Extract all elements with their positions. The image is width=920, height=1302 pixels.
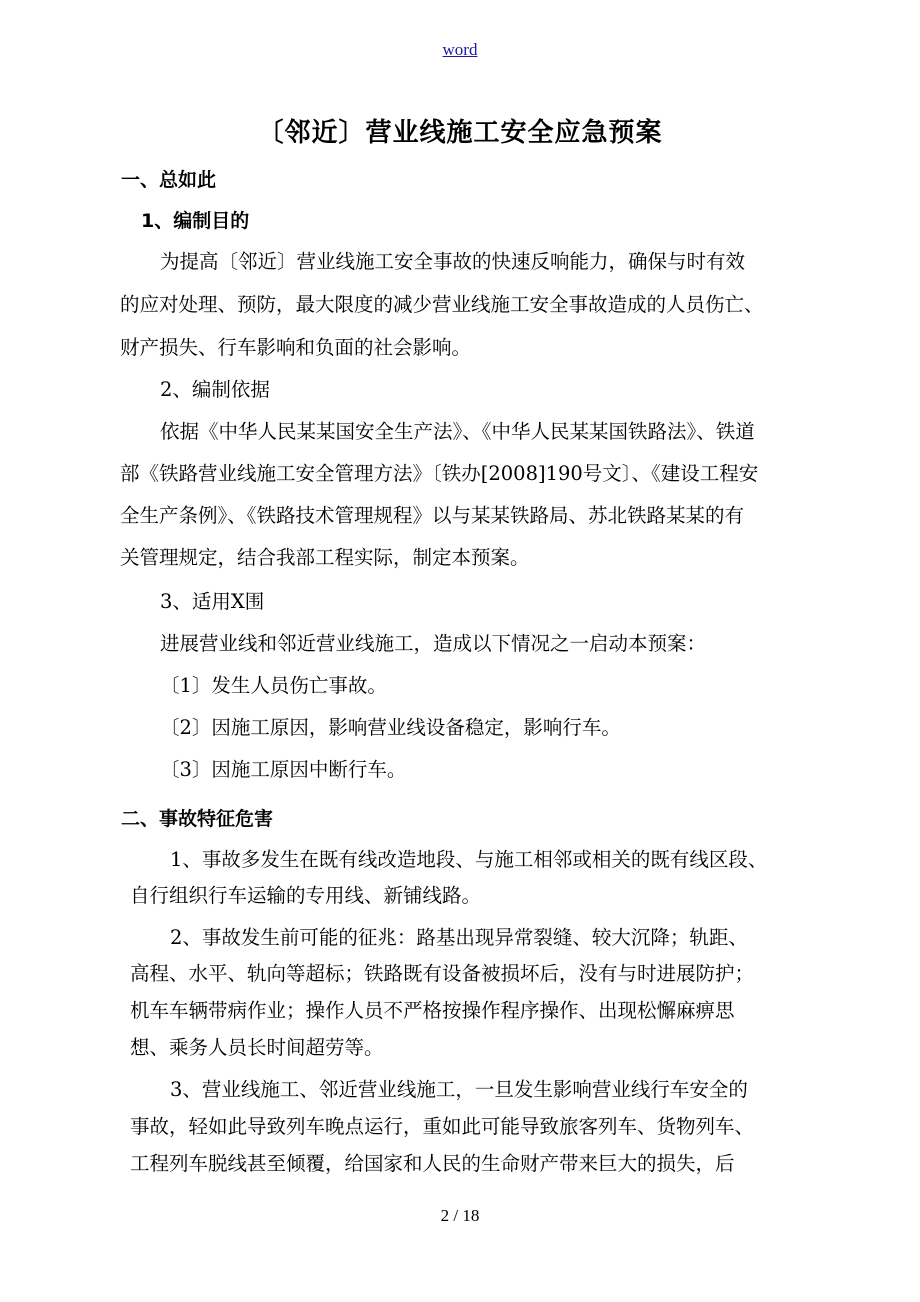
subsection-heading-1-1: 1、编制目的 <box>141 210 250 232</box>
page-number: 2 / 18 <box>440 1206 480 1225</box>
paragraph-line: 3、营业线施工、邻近营业线施工，一旦发生影响营业线行车安全的 <box>170 1078 748 1101</box>
paragraph-line: 部《铁路营业线施工安全管理方法》〔铁办[2008]190号文〕、《建设工程安 <box>120 462 759 485</box>
section-heading-2: 二、事故特征危害 <box>121 808 274 830</box>
header-word-link[interactable]: word <box>442 40 478 59</box>
paragraph-line: 财产损失、行车影响和负面的社会影响。 <box>120 336 472 359</box>
paragraph-line: 进展营业线和邻近营业线施工，造成以下情况之一启动本预案： <box>160 632 707 655</box>
paragraph-line: 高程、水平、轨向等超标；铁路既有设备被损坏后，没有与时进展防护； <box>130 962 755 985</box>
paragraph-line: 为提高〔邻近〕营业线施工安全事故的快速反响能力，确保与时有效 <box>160 250 746 273</box>
paragraph-line: 机车车辆带病作业；操作人员不严格按操作程序操作、出现松懈麻痹思 <box>130 999 735 1022</box>
paragraph-line: 1、事故多发生在既有线改造地段、与施工相邻或相关的既有线区段、 <box>170 848 768 871</box>
section-heading-1: 一、总如此 <box>121 169 217 191</box>
paragraph-line: 想、乘务人员长时间超劳等。 <box>130 1036 384 1059</box>
subsection-heading-1-2: 2、编制依据 <box>160 378 270 401</box>
paragraph-line: 全生产条例》、《铁路技术管理规程》以与某某铁路局、苏北铁路某某的有 <box>120 504 745 527</box>
paragraph-line: 自行组织行车运输的专用线、新铺线路。 <box>130 884 482 907</box>
paragraph-line: 2、事故发生前可能的征兆：路基出现异常裂缝、较大沉降；轨距、 <box>170 926 748 949</box>
paragraph-line: 依据《中华人民某某国安全生产法》、《中华人民某某国铁路法》、铁道 <box>160 420 755 443</box>
paragraph-line: 事故，轻如此导致列车晚点运行，重如此可能导致旅客列车、货物列车、 <box>130 1115 755 1138</box>
subsection-heading-1-3: 3、适用X围 <box>160 590 265 613</box>
document-title: 〔邻近〕营业线施工安全应急预案 <box>257 118 663 148</box>
paragraph-line: 的应对处理、预防，最大限度的减少营业线施工安全事故造成的人员伤亡、 <box>120 293 764 316</box>
paragraph-line: 工程列车脱线甚至倾覆，给国家和人民的生命财产带来巨大的损失，后 <box>130 1152 735 1175</box>
list-item: 〔1〕发生人员伤亡事故。 <box>160 674 387 697</box>
list-item: 〔2〕因施工原因，影响营业线设备稳定，影响行车。 <box>160 716 621 739</box>
list-item: 〔3〕因施工原因中断行车。 <box>160 758 407 781</box>
paragraph-line: 关管理规定，结合我部工程实际，制定本预案。 <box>120 546 530 569</box>
